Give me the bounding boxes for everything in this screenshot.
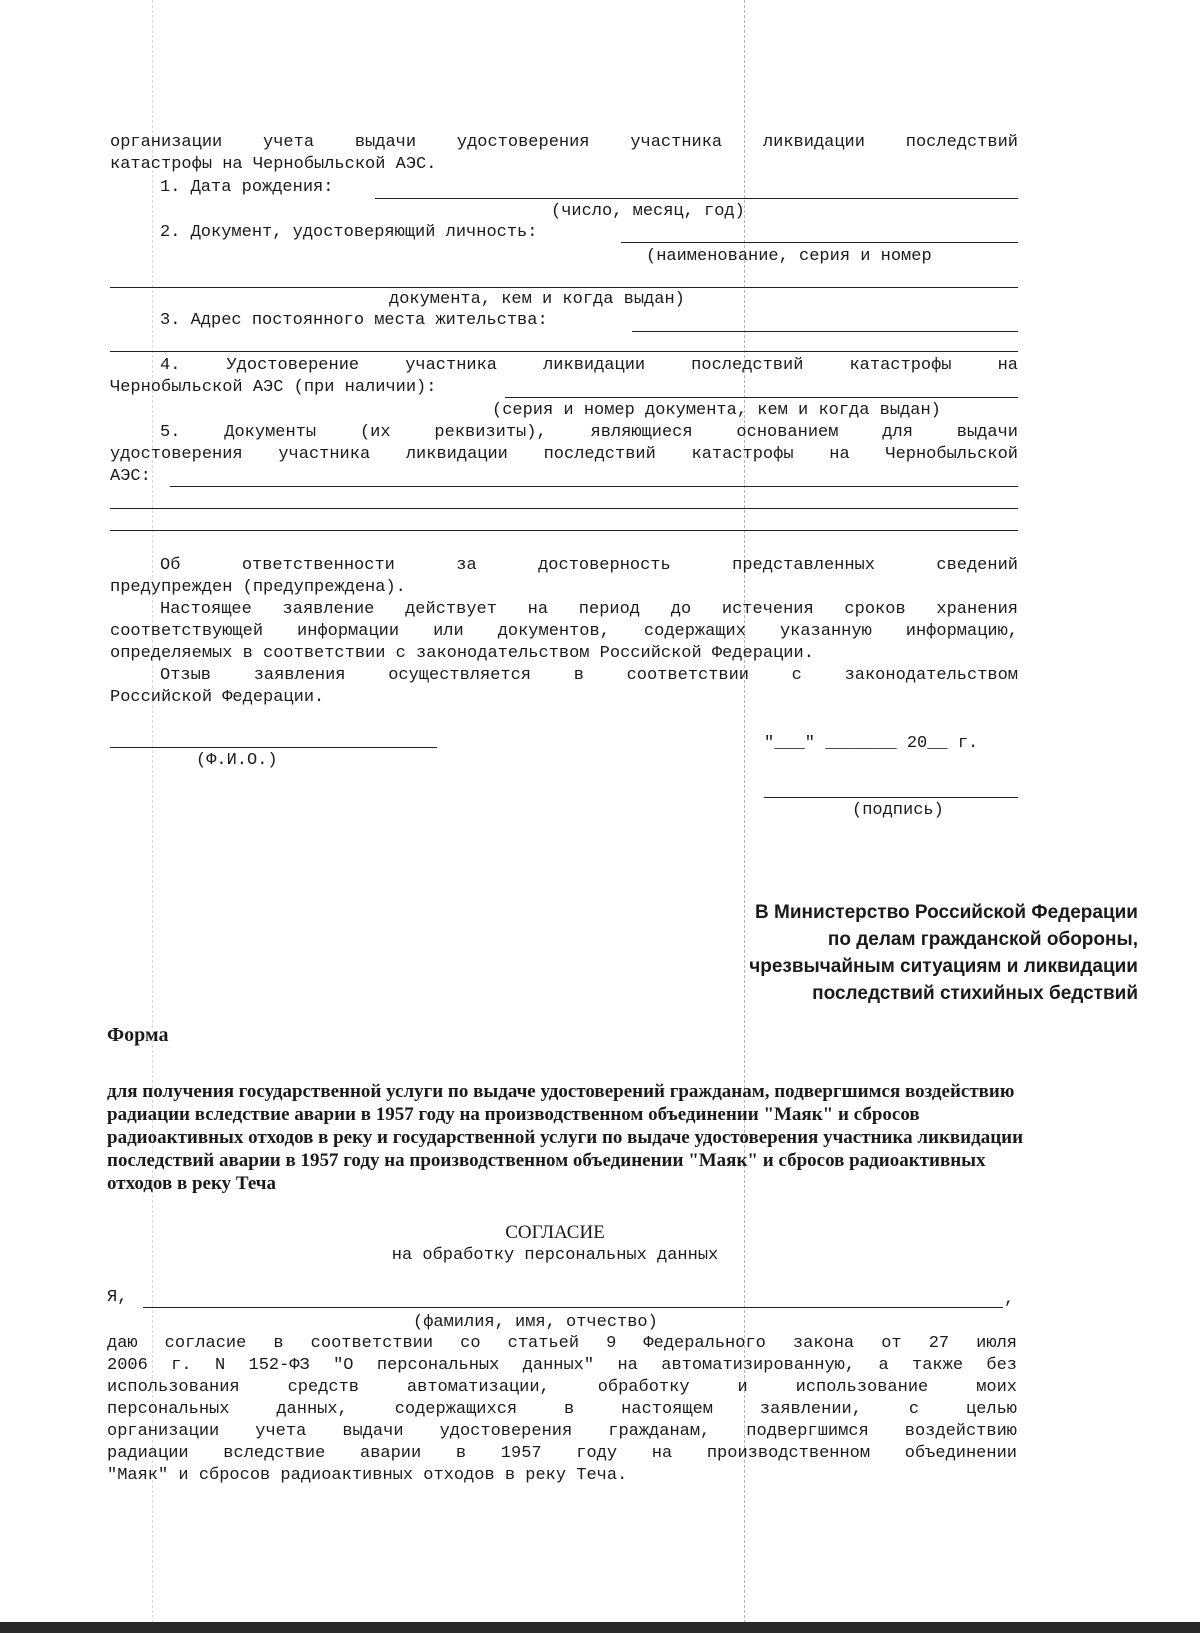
id-document-hint-1: (наименование, серия и номер <box>646 247 932 266</box>
address-field[interactable] <box>632 331 1018 332</box>
birthdate-field[interactable] <box>375 198 1018 199</box>
liquidator-cert-hint: (серия и номер документа, кем и когда выдан) <box>492 401 941 420</box>
signature-field[interactable] <box>764 797 1018 798</box>
address-label: 3. Адрес постоянного места жительства: <box>160 311 548 330</box>
addressee-line-4: последствий стихийных бедствий <box>812 983 1138 1004</box>
birthdate-label: 1. Дата рождения: <box>160 178 334 197</box>
basis-docs-field-3[interactable] <box>110 530 1018 531</box>
addressee-line-2: по делам гражданской обороны, <box>827 929 1138 950</box>
id-document-label: 2. Документ, удостоверяющий личность: <box>160 223 538 242</box>
consent-body-line-3: использования средств автоматизации, обработку и использование моих <box>107 1378 1017 1397</box>
responsibility-line-1: Об ответственности за достоверность представленных сведений <box>160 556 1018 575</box>
consent-body-line-2: 2006 г. N 152-ФЗ "О персональных данных" на автоматизированную, а также без <box>107 1356 1017 1375</box>
revocation-line-1: Отзыв заявления осуществляется в соответствии с законодательством <box>160 666 1018 685</box>
consent-i-label: Я, <box>107 1288 128 1307</box>
id-document-hint-2: документа, кем и когда выдан) <box>389 290 685 309</box>
basis-docs-line-2: удостоверения участника ликвидации последствий катастрофы на Чернобыльской <box>110 445 1018 464</box>
intro-line-2: катастрофы на Чернобыльской АЭС. <box>110 155 437 174</box>
date-field[interactable]: "___" _______ 20__ г. <box>764 734 979 753</box>
form-desc-line-3: радиоактивных отходов в реку и государственной услуги по выдаче удостоверения участника ликвидации <box>107 1127 1024 1148</box>
consent-body-line-1: даю согласие в соответствии со статьей 9 Федерального закона от 27 июля <box>107 1334 1017 1353</box>
responsibility-line-2: предупрежден (предупреждена). <box>110 578 406 597</box>
consent-body-line-7: "Маяк" и сбросов радиоактивных отходов в реку Теча. <box>107 1466 628 1485</box>
fio-field[interactable] <box>110 747 437 748</box>
fio-label: (Ф.И.О.) <box>196 751 278 770</box>
signature-label: (подпись) <box>852 801 944 820</box>
validity-line-1: Настоящее заявление действует на период до истечения сроков хранения <box>160 600 1018 619</box>
id-document-field-2[interactable] <box>110 287 1018 288</box>
consent-body-line-4: персональных данных, содержащихся в настоящем заявлении, с целью <box>107 1400 1017 1419</box>
consent-name-field[interactable] <box>143 1307 1003 1308</box>
validity-line-3: определяемых в соответствии с законодательством Российской Федерации. <box>110 644 814 663</box>
liquidator-cert-line-2: Чернобыльской АЭС (при наличии): <box>110 378 437 397</box>
consent-subtitle: на обработку персональных данных <box>391 1246 719 1265</box>
basis-docs-line-3: АЭС: <box>110 467 151 486</box>
basis-docs-line-1: 5. Документы (их реквизиты), являющиеся основанием для выдачи <box>160 423 1018 442</box>
id-document-field[interactable] <box>621 242 1018 243</box>
basis-docs-field-1[interactable] <box>170 486 1018 487</box>
form-desc-line-1: для получения государственной услуги по выдаче удостоверений гражданам, подвергшимся воздействию <box>107 1081 1015 1102</box>
consent-title: СОГЛАСИЕ <box>505 1222 605 1243</box>
addressee-line-1: В Министерство Российской Федерации <box>755 902 1138 923</box>
consent-body-line-5: организации учета выдачи удостоверения гражданам, подвергшимся воздействию <box>107 1422 1017 1441</box>
intro-line-1: организации учета выдачи удостоверения участника ликвидации последствий <box>110 133 1018 152</box>
form-desc-line-4: последствий аварии в 1957 году на производственном объединении "Маяк" и сбросов радиоактивных <box>107 1150 986 1171</box>
consent-comma: , <box>1004 1290 1015 1309</box>
revocation-line-2: Российской Федерации. <box>110 688 325 707</box>
validity-line-2: соответствующей информации или документов, содержащих указанную информацию, <box>110 622 1018 641</box>
scan-bottom-edge <box>0 1622 1200 1633</box>
form-heading: Форма <box>107 1024 169 1046</box>
basis-docs-field-2[interactable] <box>110 508 1018 509</box>
form-desc-line-5: отходов в реку Теча <box>107 1173 277 1194</box>
liquidator-cert-field[interactable] <box>505 397 1018 398</box>
liquidator-cert-line-1: 4. Удостоверение участника ликвидации последствий катастрофы на <box>160 356 1018 375</box>
birthdate-hint: (число, месяц, год) <box>551 202 745 221</box>
consent-body-line-6: радиации вследствие аварии в 1957 году на производственном объединении <box>107 1444 1017 1463</box>
address-field-2[interactable] <box>110 351 1018 352</box>
form-desc-line-2: радиации вследствие аварии в 1957 году на производственном объединении "Маяк" и сбросов <box>107 1104 920 1125</box>
addressee-line-3: чрезвычайным ситуациям и ликвидации <box>749 956 1138 977</box>
consent-name-hint: (фамилия, имя, отчество) <box>413 1313 658 1332</box>
